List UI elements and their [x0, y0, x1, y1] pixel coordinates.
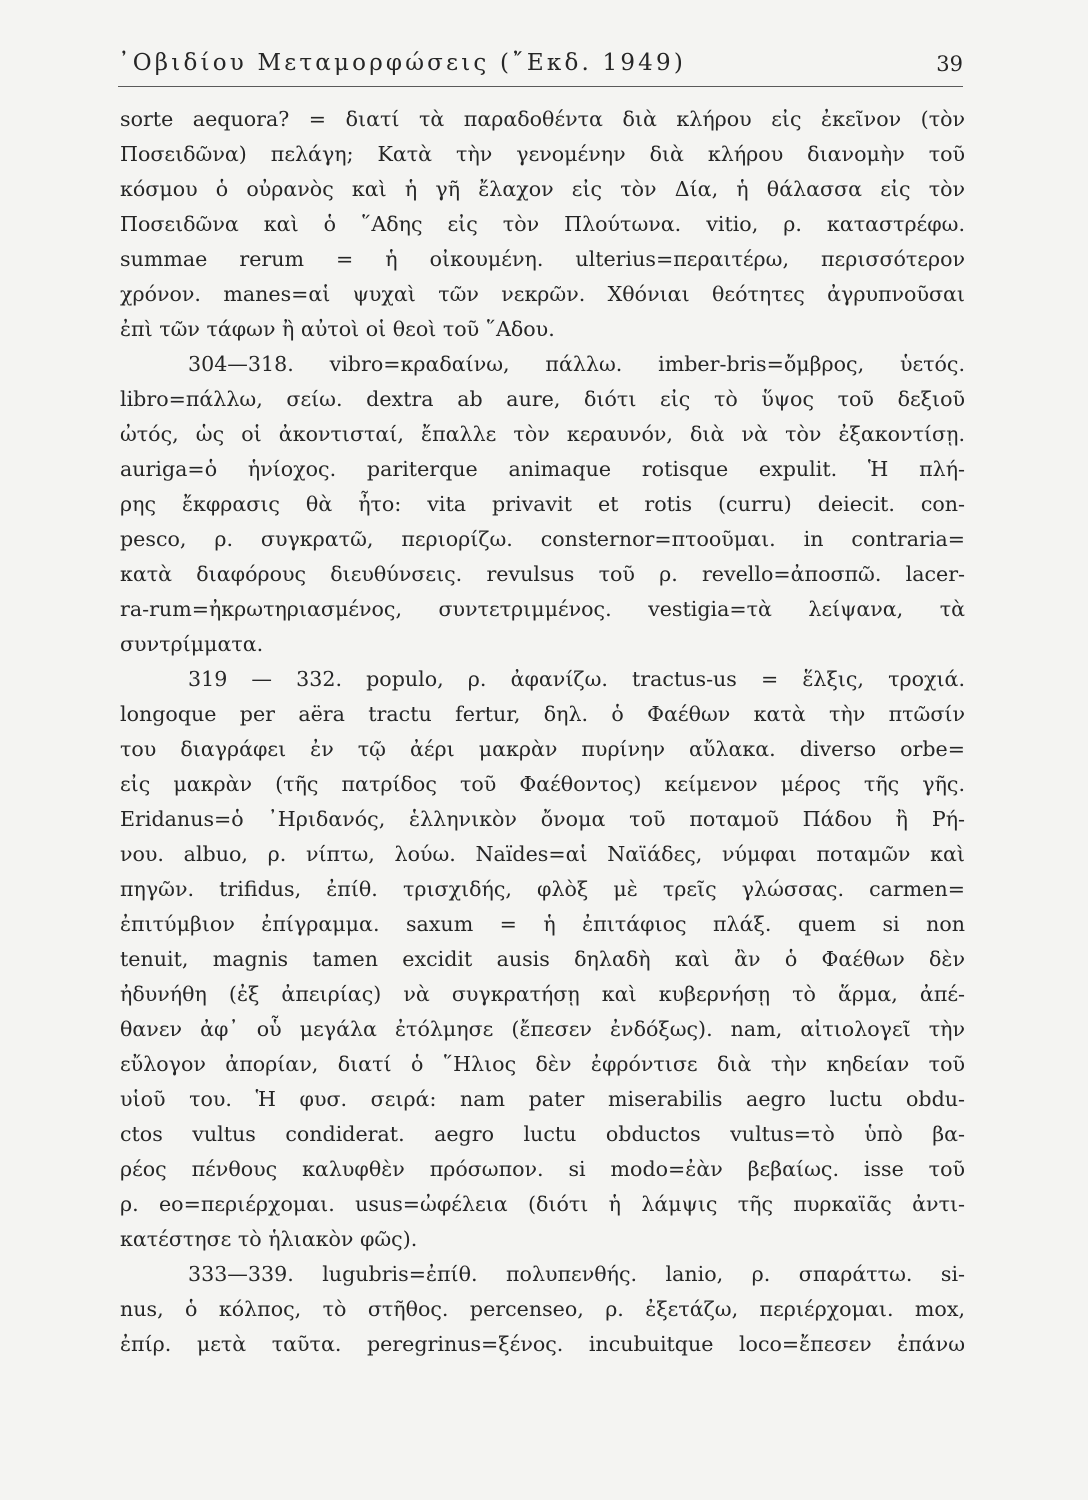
text-line: ctos vultus condiderat. aegro luctu obductos vultus=τὸ ὑπὸ βα-	[120, 1122, 965, 1146]
text-line: 304—318. vibro=κραδαίνω, πάλλω. imber-bris=ὄμβρος, ὑετός.	[188, 352, 965, 376]
text-line: εὔλογον ἀπορίαν, διατί ὁ ῞Ηλιος δὲν ἐφρόντισε διὰ τὴν κηδείαν τοῦ	[120, 1052, 965, 1076]
text-line: sorte aequora? = διατί τὰ παραδοθέντα διὰ κλήρου εἰς ἐκεῖνον (τὸν	[120, 107, 965, 131]
page-number: 39	[936, 52, 963, 76]
text-line: ἐπὶ τῶν τάφων ἢ αὐτοὶ οἱ θεοὶ τοῦ ῞Αδου.	[120, 317, 555, 341]
text-line: νου. albuo, ρ. νίπτω, λούω. Naïdes=αἱ Ναϊάδες, νύμφαι ποταμῶν καὶ	[120, 842, 965, 866]
text-line: εἰς μακρὰν (τῆς πατρίδος τοῦ Φαέθοντος) κείμενον μέρος τῆς γῆς.	[120, 772, 965, 796]
text-line: ρης ἔκφρασις θὰ ἦτο: vita privavit et rotis (curru) deiecit. con-	[120, 492, 965, 516]
text-line: pesco, ρ. συγκρατῶ, περιορίζω. consternor=πτοοῦμαι. in contraria=	[120, 527, 965, 551]
text-line: κόσμου ὁ οὐρανὸς καὶ ἡ γῆ ἔλαχον εἰς τὸν Δία, ἡ θάλασσα εἰς τὸν	[120, 177, 965, 201]
text-line: Ποσειδῶνα) πελάγη; Κατὰ τὴν γενομένην διὰ κλήρου διανομὴν τοῦ	[120, 142, 965, 166]
commentary-text	[120, 102, 965, 1362]
text-line: 319 — 332. populo, ρ. ἀφανίζω. tractus-us = ἕλξις, τροχιά.	[188, 667, 965, 691]
text-line: κατὰ διαφόρους διευθύνσεις. revulsus τοῦ ρ. revello=ἀποσπῶ. lacer-	[120, 562, 965, 586]
text-line: πηγῶν. trifidus, ἐπίθ. τρισχιδής, φλὸξ μὲ τρεῖς γλώσσας. carmen=	[120, 877, 965, 901]
text-line: ra-rum=ἠκρωτηριασμένος, συντετριμμένος. vestigia=τὰ λείψανα, τὰ	[120, 597, 965, 621]
text-line: θανεν ἀφ᾿ οὗ μεγάλα ἐτόλμησε (ἔπεσεν ἐνδόξως). nam, αἰτιολογεῖ τὴν	[120, 1017, 965, 1041]
running-header	[118, 46, 963, 87]
text-line: auriga=ὁ ἡνίοχος. pariterque animaque rotisque expulit. Ἡ πλή-	[120, 457, 965, 481]
text-line: ἠδυνήθη (ἐξ ἀπειρίας) νὰ συγκρατήσῃ καὶ κυβερνήσῃ τὸ ἅρμα, ἀπέ-	[120, 982, 965, 1006]
text-line: tenuit, magnis tamen excidit ausis δηλαδὴ καὶ ἂν ὁ Φαέθων δὲν	[120, 947, 965, 971]
text-line: libro=πάλλω, σείω. dextra ab aure, διότι εἰς τὸ ὕψος τοῦ δεξιοῦ	[120, 387, 965, 411]
text-line: κατέστησε τὸ ἡλιακὸν φῶς).	[120, 1227, 418, 1251]
text-line: συντρίμματα.	[120, 632, 264, 656]
text-line: Ποσειδῶνα καὶ ὁ ῞Αδης εἰς τὸν Πλούτωνα. vitio, ρ. καταστρέφω.	[120, 212, 965, 236]
text-line: ρέος πένθους καλυφθὲν πρόσωπον. si modo=ἐὰν βεβαίως. isse τοῦ	[120, 1157, 965, 1181]
text-line: χρόνον. manes=αἱ ψυχαὶ τῶν νεκρῶν. Χθόνιαι θεότητες ἀγρυπνοῦσαι	[120, 282, 965, 306]
text-line: Eridanus=ὁ ᾿Ηριδανός, ἑλληνικὸν ὄνομα τοῦ ποταμοῦ Πάδου ἢ Ρή-	[120, 807, 965, 831]
text-line: υἱοῦ του. Ἡ φυσ. σειρά: nam pater miserabilis aegro luctu obdu-	[120, 1087, 965, 1111]
text-line: nus, ὁ κόλπος, τὸ στῆθος. percenseo, ρ. ἐξετάζω, περιέρχομαι. mox,	[120, 1297, 965, 1321]
text-line: summae rerum = ἡ οἰκουμένη. ulterius=περαιτέρω, περισσότερον	[120, 247, 965, 271]
text-line: longoque per aëra tractu fertur, δηλ. ὁ Φαέθων κατὰ τὴν πτῶσίν	[120, 702, 965, 726]
text-line: ρ. eo=περιέρχομαι. usus=ὠφέλεια (διότι ἡ λάμψις τῆς πυρκαϊᾶς ἀντι-	[120, 1192, 965, 1216]
running-title: ᾿Οβιδίου Μεταμορφώσεις (῎Εκδ. 1949)	[118, 50, 687, 76]
text-line: του διαγράφει ἐν τῷ ἀέρι μακρὰν πυρίνην αὔλακα. diverso orbe=	[120, 737, 965, 761]
text-line: ἐπιτύμβιον ἐπίγραμμα. saxum = ἡ ἐπιτάφιος πλάξ. quem si non	[120, 912, 965, 936]
text-line: ὠτός, ὡς οἱ ἀκοντισταί, ἔπαλλε τὸν κεραυνόν, διὰ νὰ τὸν ἐξακοντίσῃ.	[120, 422, 965, 446]
text-line: 333—339. lugubris=ἐπίθ. πολυπενθής. lanio, ρ. σπαράττω. si-	[188, 1262, 965, 1286]
text-line: ἐπίρ. μετὰ ταῦτα. peregrinus=ξένος. incubuitque loco=ἔπεσεν ἐπάνω	[120, 1332, 965, 1356]
